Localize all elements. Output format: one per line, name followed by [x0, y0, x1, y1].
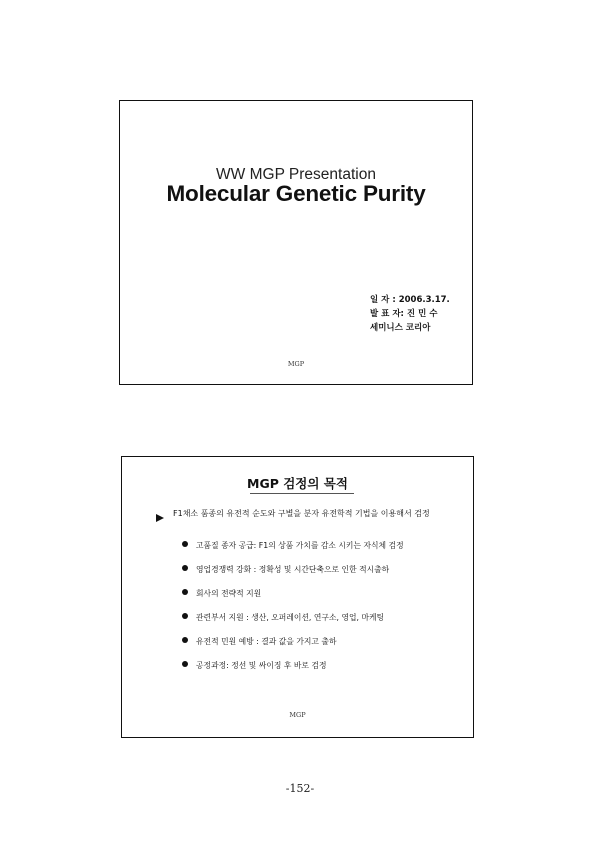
heading-divider	[250, 493, 354, 494]
date-line: 일 자 : 2006.3.17.	[370, 295, 450, 305]
presentation-subtitle: WW MGP Presentation	[216, 166, 376, 183]
slide-footer: MGP	[287, 360, 305, 368]
slide-purpose	[121, 456, 474, 738]
presentation-title: Molecular Genetic Purity	[166, 181, 426, 206]
list-item: 영업경쟁력 강화 : 정확성 및 시간단축으로 인한 적시출하	[182, 564, 389, 575]
bullet-dot-icon	[182, 541, 188, 547]
bullet-dot-icon	[182, 613, 188, 619]
bullet-dot-icon	[182, 637, 188, 643]
bullet-dot-icon	[182, 661, 188, 667]
page-number: -152-	[285, 782, 315, 795]
bullet-dot-icon	[182, 565, 188, 571]
presenter-line: 발 표 자: 진 민 수	[370, 309, 438, 319]
list-item: 회사의 전략적 지원	[182, 588, 261, 599]
company-line: 세미니스 코리아	[370, 323, 431, 333]
slide-heading: MGP 검정의 목적	[247, 476, 348, 491]
list-item: 유전적 민원 예방 : 결과 값을 가지고 출하	[182, 636, 336, 647]
presenter-info	[370, 293, 450, 335]
slide-title	[119, 100, 473, 385]
bullet-dot-icon	[182, 589, 188, 595]
list-item: 고품질 종자 공급: F1의 상품 가치를 감소 시키는 자식체 검정	[182, 540, 404, 551]
slide-footer: MGP	[289, 711, 306, 719]
lead-statement: F1채소 품종의 유전적 순도와 구별을 분자 유전학적 기법을 이용해서 검정	[173, 509, 430, 518]
list-item: 공정과정: 정선 및 싸이징 후 바로 검정	[182, 660, 326, 671]
arrow-bullet-icon	[156, 514, 164, 522]
list-item: 관련부서 지원 : 생산, 오퍼레이션, 연구소, 영업, 마케팅	[182, 612, 384, 623]
